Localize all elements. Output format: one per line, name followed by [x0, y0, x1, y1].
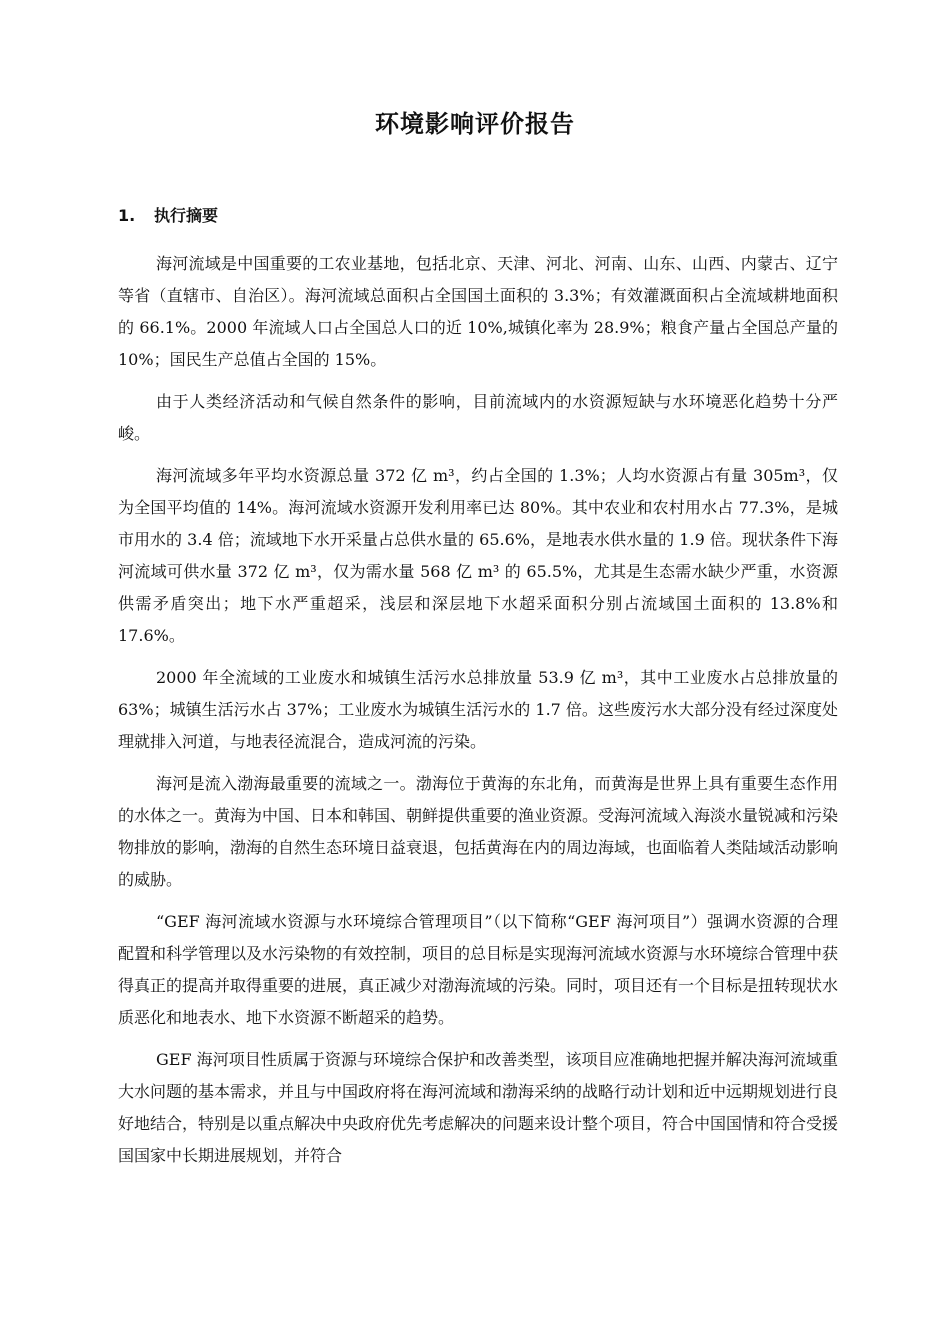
- paragraph-4: 2000 年全流域的工业废水和城镇生活污水总排放量 53.9 亿 m³，其中工业废水占总排放量的 63%；城镇生活污水占 37%；工业废水为城镇生活污水的 1.7 倍。这些废污水大部分没有经过深度处理就排入河道，与地表径流混合，造成河流的污染。: [118, 668, 838, 751]
- paragraph-5: 海河是流入渤海最重要的流域之一。渤海位于黄海的东北角，而黄海是世界上具有重要生态作用的水体之一。黄海为中国、日本和韩国、朝鲜提供重要的渔业资源。受海河流域入海淡水量锐减和污染物排放的影响，渤海的自然生态环境日益衰退，包括黄海在内的周边海域，也面临着人类陆域活动影响的威胁。: [118, 774, 839, 889]
- section-heading: [118, 204, 218, 228]
- paragraph-6: “GEF 海河流域水资源与水环境综合管理项目”（以下简称“GEF 海河项目”）强调水资源的合理配置和科学管理以及水污染物的有效控制，项目的总目标是实现海河流域水资源与水环境综合管理中获得真正的提高并取得重要的进展，真正减少对渤海流域的污染。同时，项目还有一个目标是扭转现状水质恶化和地表水、地下水资源不断超采的趋势。: [118, 912, 839, 1027]
- paragraph-1: 海河流域是中国重要的工农业基地，包括北京、天津、河北、河南、山东、山西、内蒙古、辽宁等省（直辖市、自治区）。海河流域总面积占全国国土面积的 3.3%；有效灌溉面积占全流域耕地面积的 66.1%。2000 年流域人口占全国总人口的近 10%,城镇化率为 28.9%；粮食产量占全国总产量的 10%；国民生产总值占全国的 15%。: [118, 254, 838, 369]
- paragraph-2: 由于人类经济活动和气候自然条件的影响，目前流域内的水资源短缺与水环境恶化趋势十分严峻。: [118, 392, 838, 443]
- section-number: 1.: [118, 206, 136, 225]
- document-title: 环境影响评价报告: [375, 110, 575, 138]
- section-title: 执行摘要: [154, 206, 219, 225]
- body-text: [118, 248, 838, 1182]
- paragraph-3: 海河流域多年平均水资源总量 372 亿 m³，约占全国的 1.3%；人均水资源占有量 305m³，仅为全国平均值的 14%。海河流域水资源开发利用率已达 80%。其中农业和农村用水占 77.3%，是城市用水的 3.4 倍；流域地下水开采量占总供水量的 65.6%，是地表水供水量的 1.9 倍。现状条件下海河流域可供水量 372 亿 m³，仅为需水量 568 亿 m³ 的 65.5%，尤其是生态需水缺少严重，水资源供需矛盾突出；地下水严重超采，浅层和深层地下水超采面积分别占流域国土面积的 13.8%和 17.6%。: [118, 466, 838, 645]
- paragraph-7: GEF 海河项目性质属于资源与环境综合保护和改善类型，该项目应准确地把握并解决海河流域重大水问题的基本需求，并且与中国政府将在海河流域和渤海采纳的战略行动计划和近中远期规划进行良好地结合，特别是以重点解决中央政府优先考虑解决的问题来设计整个项目，符合中国国情和符合受援国国家中长期进展规划，并符合: [118, 1050, 839, 1165]
